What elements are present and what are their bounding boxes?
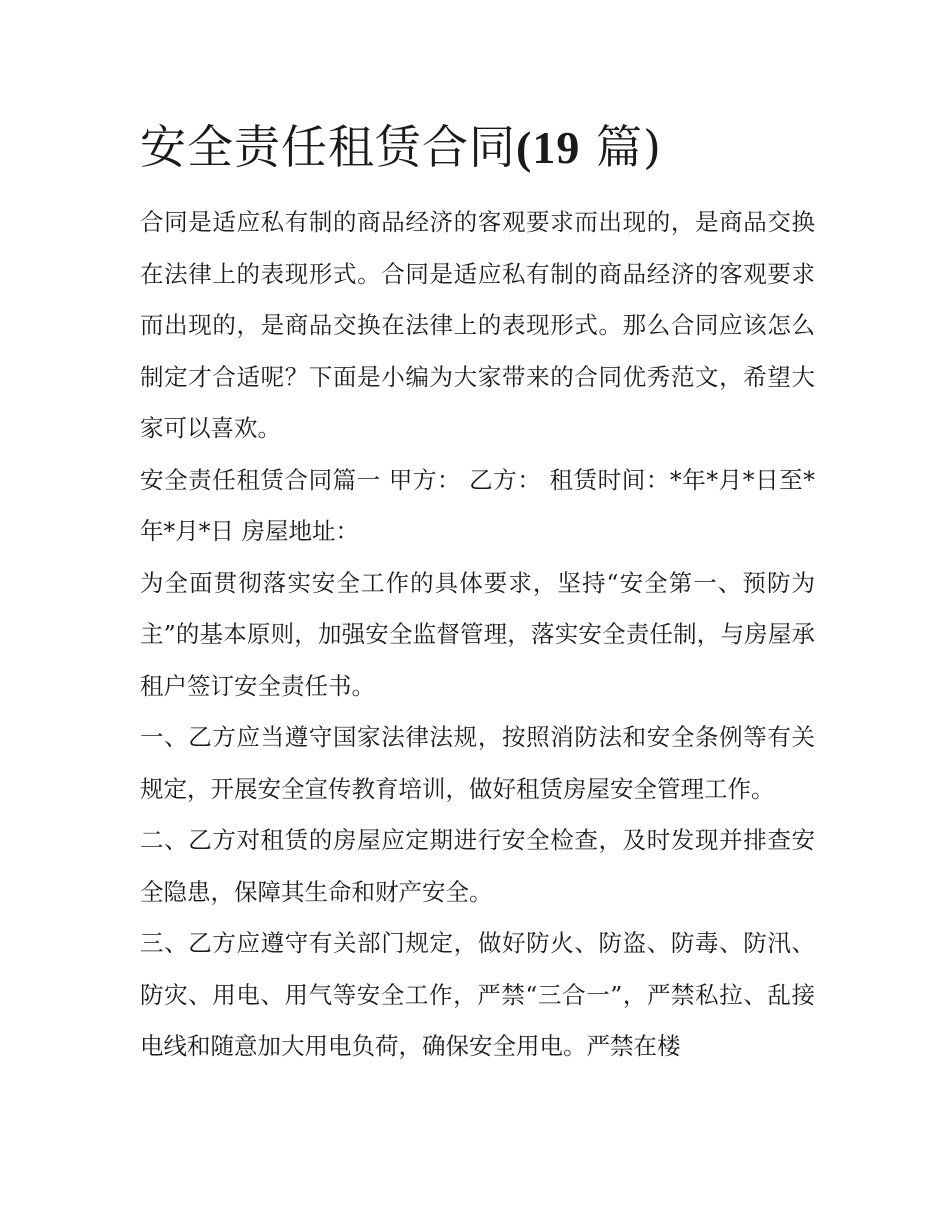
clause-1-paragraph: 一、乙方应当遵守国家法律法规，按照消防法和安全条例等有关规定，开展安全宣传教育培训，做好租赁房屋安全管理工作。 xyxy=(140,723,815,803)
document-title xyxy=(140,112,840,183)
title-main: 安全责任租赁合同 xyxy=(140,120,516,174)
title-suffix: 篇) xyxy=(580,120,662,174)
clause-3-paragraph: 三、乙方应遵守有关部门规定，做好防火、防盗、防毒、防汛、防灾、用电、用气等安全工作，严禁“三合一”，严禁私拉、乱接电线和随意加大用电负荷，确保安全用电。严禁在楼 xyxy=(140,929,815,1060)
intro-paragraph: 合同是适应私有制的商品经济的客观要求而出现的，是商品交换在法律上的表现形式。合同是适应私有制的商品经济的客观要求而出现的，是商品交换在法律上的表现形式。那么合同应该怎么制定才合适呢？下面是小编为大家带来的合同优秀范文，希望大家可以喜欢。 xyxy=(140,208,815,442)
title-count: (19 xyxy=(516,122,581,173)
clause-2-paragraph: 二、乙方对租赁的房屋应定期进行安全检查，及时发现并排查安全隐患，保障其生命和财产安全。 xyxy=(140,826,815,906)
document-body xyxy=(140,197,815,1073)
purpose-paragraph: 为全面贯彻落实安全工作的具体要求，坚持“安全第一、预防为主”的基本原则，加强安全监督管理，落实安全责任制，与房屋承租户签订安全责任书。 xyxy=(140,568,815,700)
contract-header-paragraph: 安全责任租赁合同篇一 甲方： 乙方： 租赁时间：*年*月*日至*年*月*日 房屋地址： xyxy=(140,465,815,545)
